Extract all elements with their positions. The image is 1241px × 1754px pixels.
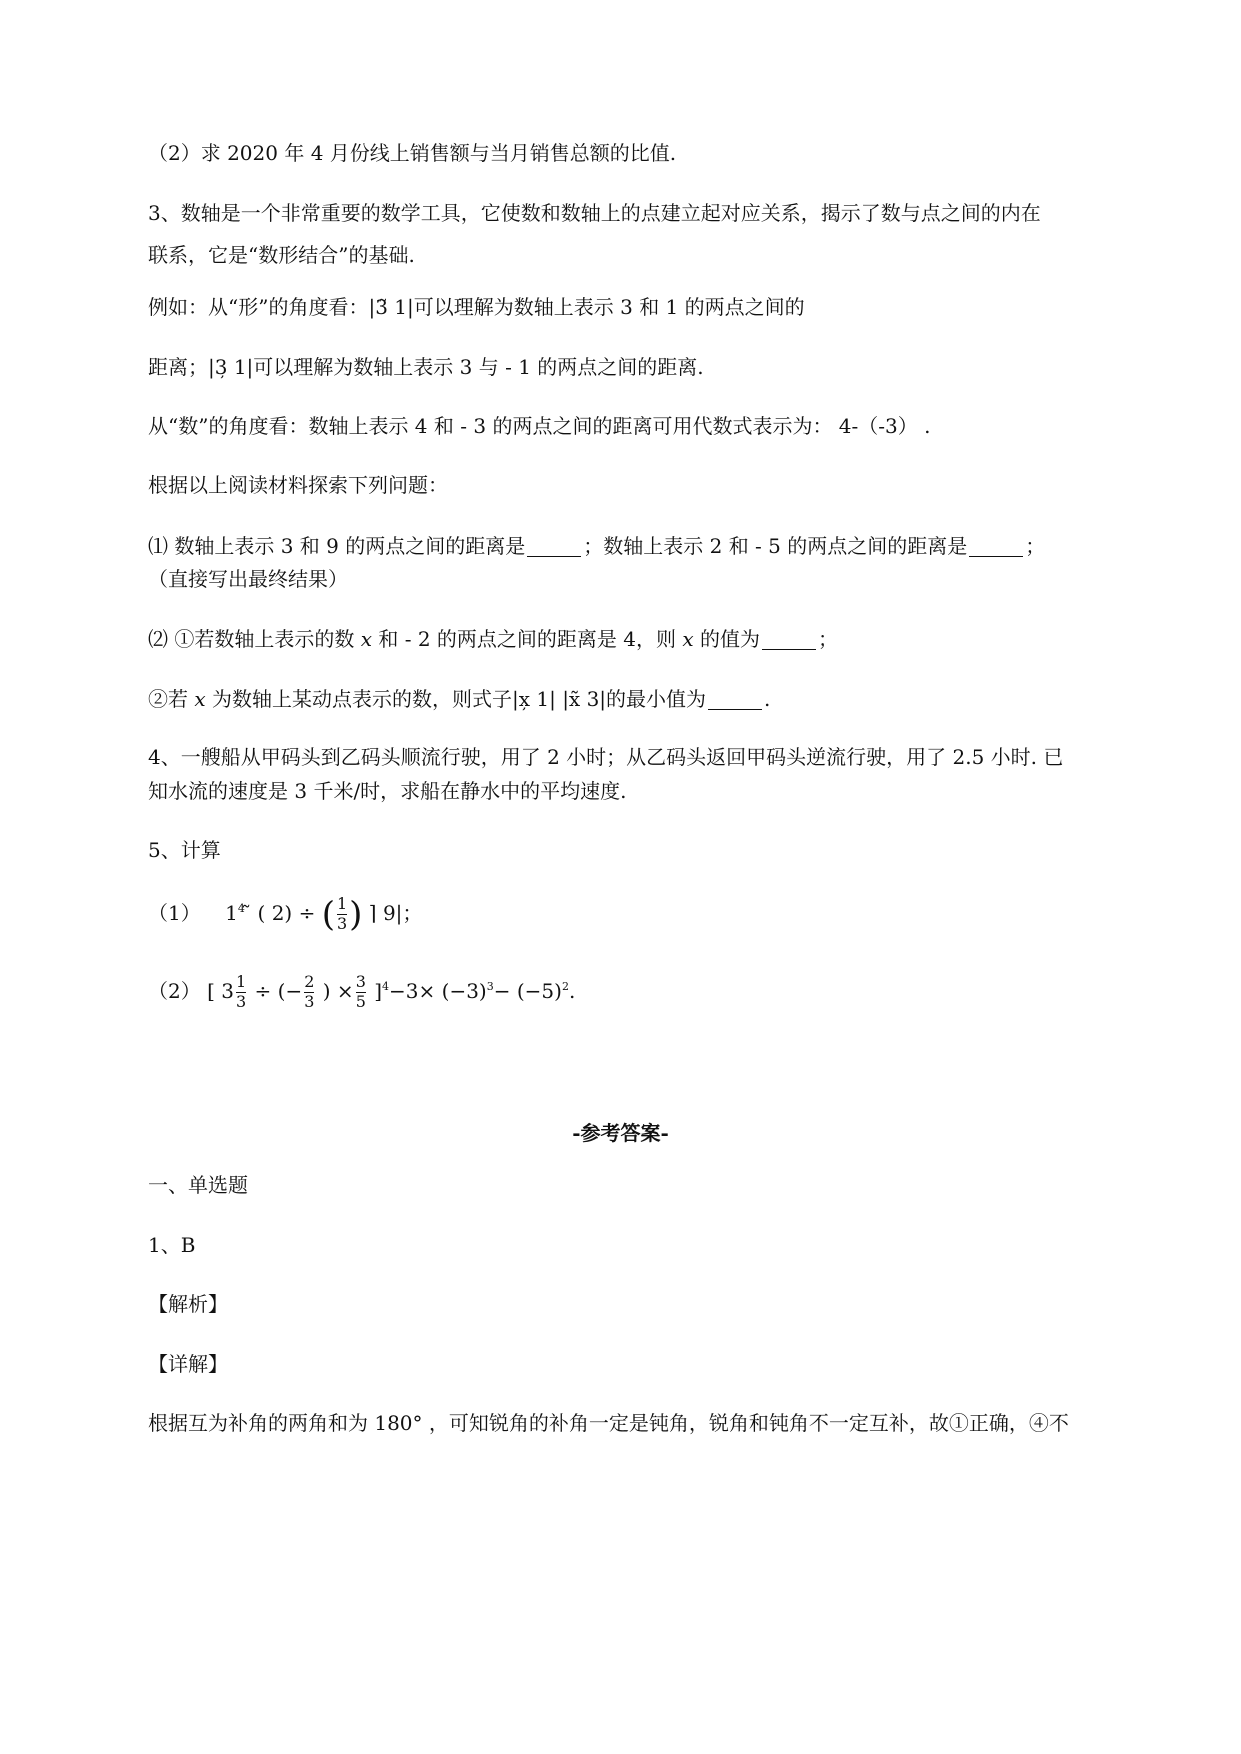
q5-c2-f-sup: 2 bbox=[561, 979, 569, 993]
answers-text: 根据互为补角的两角和为 180° ，可知锐角的补角一定是钝角，锐角和钝角不一定互补，故①正确，④不 bbox=[148, 1411, 1069, 1435]
answers-detail: 【详解】 bbox=[148, 1352, 228, 1376]
q3-p3-text-c: 的最小值为 bbox=[606, 687, 707, 711]
q3-line4-prefix: 距离； bbox=[148, 355, 208, 379]
q3-distance-line bbox=[148, 357, 704, 377]
fraction-denominator: 5 bbox=[355, 991, 366, 1011]
q3-intro-line2: 联系，它是“数形结合”的基础. bbox=[148, 243, 415, 267]
q3-p2-text-b: 和 - 2 的两点之间的距离是 4，则 bbox=[372, 627, 683, 651]
q5-c1-a: 1 bbox=[225, 900, 238, 925]
q5-c2-fraction-1 bbox=[236, 974, 246, 1011]
q3-p2-var-x1: x bbox=[360, 627, 372, 651]
fraction-denominator: 3 bbox=[235, 991, 247, 1011]
q5-c1-c: ⌉ 9|； bbox=[368, 900, 423, 925]
q3-problem2 bbox=[148, 628, 838, 650]
q5-c2-g: . bbox=[568, 978, 576, 1003]
q5-c1-b: ̃ ( 2) ÷ bbox=[251, 900, 316, 925]
q3-example-suffix1: 可以理解为数轴上表示 3 和 1 的两点之间的 bbox=[413, 295, 805, 319]
q4-line1: 4、一艘船从甲码头到乙码头顺流行驶，用了 2 小时；从乙码头返回甲码头逆流行驶，用了 2.5 小时. 已 bbox=[148, 745, 1064, 769]
q3-line4-suffix: 可以理解为数轴上表示 3 与 - 1 的两点之间的距离. bbox=[253, 355, 704, 379]
q5-c2-d-sup: 4 bbox=[382, 979, 390, 993]
q5-c2-e-sup: 3 bbox=[486, 979, 494, 993]
q2-part2: （2）求 2020 年 4 月份线上销售额与当月销售总额的比值. bbox=[148, 141, 677, 165]
answers-section: 一、单选题 bbox=[148, 1173, 248, 1197]
q3-number-view-line: 从“数”的角度看：数轴上表示 4 和 - 3 的两点之间的距离可用代数式表示为： 4-（-3） . bbox=[148, 414, 931, 438]
q5-c2-e: −3× (−3) bbox=[389, 978, 487, 1003]
q3-p3-var-x: x bbox=[194, 687, 206, 711]
fraction-numerator: 1 bbox=[336, 894, 348, 913]
q5-c1-fraction bbox=[337, 896, 347, 933]
q3-p2-text-d: ； bbox=[818, 627, 838, 651]
q5-c2-f: − (−5) bbox=[493, 978, 562, 1003]
q3-problem3 bbox=[148, 688, 770, 710]
q3-p2-text-a: ⑵ ①若数轴上表示的数 bbox=[148, 627, 361, 651]
q3-p1-text-b: ；数轴上表示 2 和 - 5 的两点之间的距离是 bbox=[583, 534, 968, 558]
q3-p3-text-b: 为数轴上某动点表示的数，则式子 bbox=[205, 687, 512, 711]
q3-intro-line1: 3、数轴是一个非常重要的数学工具，它使数和数轴上的点建立起对应关系，揭示了数与点之间的内在 bbox=[148, 201, 1041, 225]
q5-c2-label: （2） bbox=[148, 978, 201, 1003]
answer-blank-3[interactable] bbox=[762, 628, 816, 650]
answers-heading: -参考答案- bbox=[572, 1121, 669, 1145]
q5-c2-d: ] bbox=[374, 978, 383, 1003]
q5-c2-c: ) × bbox=[322, 978, 354, 1003]
q5-c2-fraction-2 bbox=[304, 974, 314, 1011]
answer-blank-2[interactable] bbox=[969, 535, 1023, 557]
q3-p3-text-d: . bbox=[764, 687, 771, 711]
q3-p2-text-c: 的值为 bbox=[693, 627, 760, 651]
fraction-denominator: 3 bbox=[336, 913, 348, 933]
q3-p3-expr: |x̦ 1| |x̃ 3| bbox=[512, 687, 607, 711]
q3-problem1 bbox=[148, 535, 1045, 557]
answers-item1: 1、B bbox=[148, 1233, 196, 1257]
q3-p1-text-a: ⑴ 数轴上表示 3 和 9 的两点之间的距离是 bbox=[148, 534, 526, 558]
fraction-denominator: 3 bbox=[304, 991, 315, 1011]
q5-c2-fraction-3 bbox=[356, 974, 366, 1011]
q5-c2-a: [ 3 bbox=[207, 978, 234, 1003]
q3-example-prefix: 例如：从“形”的角度看： bbox=[148, 295, 369, 319]
q5-title: 5、计算 bbox=[148, 838, 221, 862]
q4-line2: 知水流的速度是 3 千米/时，求船在静水中的平均速度. bbox=[148, 779, 627, 803]
q3-explore-line: 根据以上阅读材料探索下列问题： bbox=[148, 473, 448, 497]
fraction-numerator: 2 bbox=[304, 972, 315, 991]
q3-p1-note: （直接写出最终结果） bbox=[148, 567, 348, 591]
q5-c1-label: （1） bbox=[148, 900, 201, 925]
q3-p1-text-c: ； bbox=[1025, 534, 1046, 558]
answer-blank-4[interactable] bbox=[708, 688, 762, 710]
q3-p3-text-a: ②若 bbox=[148, 687, 195, 711]
q5-c2-b: ÷ (− bbox=[254, 978, 303, 1003]
q5-c1-a-sup: 4 bbox=[237, 901, 245, 915]
fraction-numerator: 3 bbox=[355, 972, 366, 991]
q3-p2-var-x2: x bbox=[682, 627, 694, 651]
answer-blank-1[interactable] bbox=[527, 535, 581, 557]
q5-calc1 bbox=[148, 896, 422, 933]
left-paren: ( bbox=[321, 894, 335, 935]
q3-example-expr2: |3̦ 1| bbox=[208, 355, 254, 379]
right-paren: ) bbox=[349, 894, 363, 935]
answers-analysis: 【解析】 bbox=[148, 1292, 228, 1316]
q5-calc2 bbox=[148, 974, 575, 1011]
fraction-numerator: 1 bbox=[235, 972, 247, 991]
q3-example-expr1: |3̃ 1| bbox=[368, 295, 414, 319]
q3-example-line bbox=[148, 297, 805, 317]
